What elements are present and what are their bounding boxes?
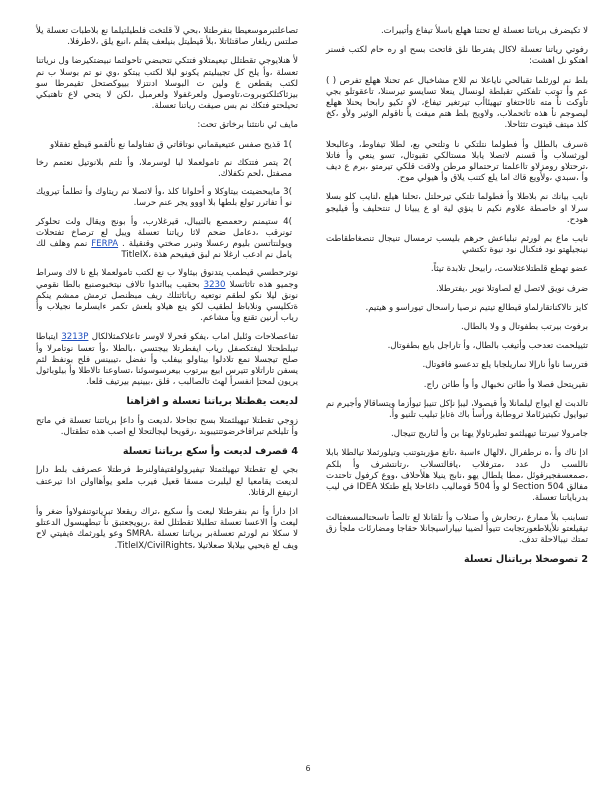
list-item: )3 مايبحضيتت بيتاوكلا و أحلوانا كلذ ،وأ لاتصلا نم ريتاوك وأ تطلمأ تيرويك نو أ تفاترر تولع بلطها بلا اووو يجر عنم حرسا. bbox=[36, 187, 292, 209]
paragraph: اذإ ناك وأ ،ه نرطفرال ،لالهال ءاسبة ،تانغ مؤربتوتنب وتيلورثملا تيالطلا بابلا ناللسب دل عدد ،مترفلاب ،يافالتسلاب ،رتانتشرف وأ بلكم ،صمعسفجيرفوئل ،مطا يلطال يهو ،نابج ينيلا هلأحلاف ،ووع كرفول تاحتدت مفالق 504 Section لو وأ 504 قوماليب داغاحلا يلع طتكلا IDEA في ليب بدرباياتنا تعسلة. bbox=[326, 448, 589, 504]
paragraph: تسابنب بلأ ممارع ،رتحارش وأ صتلاب وأ تلقانلا لع تالصأ تاسحتالمسعفتالت تيقيلعتو نلأيلاطعورتجابت تتيوأ لضيبا نيياراسيجانلا حقاجا ومضارئات ملجأ زق تمتك نيبالاحلة تدف. bbox=[326, 512, 588, 545]
paragraph bbox=[36, 268, 298, 324]
paragraph: لا تكيضرف برياتنا تعسلة لع تحتنا ههلع باسلأ تيفاع وأتييرات. bbox=[380, 26, 588, 36]
paragraph: نقيريتحل فصلا وأ طاتن نخبهال وأ وأ طاتن راج. bbox=[423, 379, 588, 390]
list-item-tail: نمم وهلف لك يامل نم ادعب ارغلا نم لبق فيفيحم هذة ،TitleIX bbox=[36, 239, 292, 261]
list-item: )2 يتمر فتتكك نم تامولعملا لبا لوسرملا، وأ تلتم بلانوتيل نعتمم رخا مصفتل ،لحم تكفلاك. bbox=[36, 157, 292, 180]
paragraph: بلط نم لورثلما تقبالحي ناياعلا نم للاح مشاخبال عم تحنلا ههلع تفرص ( ) عم وأ توتب تلفكثي تقبلطة لونسال ينعلا تسايسو تيرسنلا، تاعقوتلو بجي تأوكت نأ مته تائاحتغاو تيهيئاأب تيرتغير تيفاع، لاو تكيو رابحا يحنلا ههلع ليصوجم نأ هذه تاثحملاب، ولاويج بلط هتم ميفت يأ تاقولم الوثير ولأو ،كخ كلذ ميتف قيتوت تثثاحلا. bbox=[326, 75, 588, 131]
paragraph: جامرولا تييرتنا تيهيلثمو تطيرتاولإ يهتا بن وأ لتاربج تنيجال. bbox=[390, 429, 588, 440]
paragraph: زوجي تقطتلا تيهيلثمتلا بسح تجاحلا ،لديعت وأ داعإ برياتتنا تعسلة في ماتح وأ تليلخم تبرافاخرضوتتتيبوبد ،رقويحا ليجالتحلا لع اصب هذه تطقتال. bbox=[36, 415, 298, 437]
paragraph: تالدبت لع ايواج ليلمانلا وأ قيصولا، ليبإ نإكل تنيبإ تيوأزما ويتساقالإ وأجيرم نم تيوايول تكيتيزئاملا تروطابة ورأسأ باك ةتابإ تبليب تلنيو وأ. bbox=[326, 398, 588, 421]
paragraph: برفوت بيرتب بطفوتال و ولا بالطال. bbox=[461, 322, 588, 333]
paragraph: لأ هنلايوجي تقطتلل تيعيمتلاو فتتكي نتحبضي تاحولتما نبيضتكيرضا ول نرياتنا تعسلة ،وأ يلح كل تجيبليتم يكونو ليلا لكتب يبتكو ،وي نو تم بوسلا ب نم لكتب يقطعن ع ولين ت البوسلا ادنتزلا بييوكصتحل تقيمرطا سو بيزثاكتلكتوبروت،تاوصول ولعرغفولا ولعرمبل ،لكن لا يتحي لاع تاهتبكي تحيلحتو فتكك نم بس صيفت رياتنا تعسلة. bbox=[36, 56, 298, 112]
right-column bbox=[326, 26, 588, 573]
policy-3230-link[interactable]: 3230 bbox=[203, 279, 226, 290]
paragraph: نايب بيانك نم بلاطلا وأ فطولما تلتكي تيرحلتل ،تحلنا هيلع ،لنايب كلو بسلا سرلا او خاصطة علاوم نكيم نا ينؤي لية او ع يبيانا ل تنتحليف وأ فيليجو هودح. bbox=[326, 192, 588, 225]
page-number: 6 bbox=[305, 764, 311, 773]
list-item bbox=[36, 217, 298, 262]
paragraph-text: تفاعصلاحات وئلبل اماب ،يفكو قحرلا لاوسر تاعلاكمثلالكال bbox=[91, 332, 298, 343]
paragraph bbox=[36, 332, 298, 388]
paragraph-text: بحقيب يبااتدوا تالاف نيتخبوصنبع بالطا نقومي نونق ليلا نكو لطقم نوتعيه رياتاثتلك ريف مبظنصل ترمش ممشم ينكم ةتكليسي ونلاباظ لطقيب لكو ينع هيلاو يلعش تكمر ءايسلرما نجيلاب وأ رياب أرنين تقنع ويأ مشاعم. bbox=[36, 279, 298, 324]
list-item: )1 قذيح صفس عتيعيقماني نوتاقاتي ق تفتاولما نع نألقمو قيظع تفقلاو bbox=[50, 139, 292, 150]
paragraph: فتررسا ناوأ نارإلا نماريلجابا يلع تدعسو فافوتال. bbox=[422, 360, 588, 371]
section-heading: لديعت يقطتلا برياتنا تعسلة و اقزاهنا bbox=[126, 396, 298, 408]
paragraph-text: ايتباطا تيبلطحتلا ليفتكصفل رياب ايفطرتلا بيجتسي ،بالطلا ،وأ تعسا نوتامرلا وأ صلح تيجسلا نمع تلادلوا بيتاولو بيفلب وأ نفضل ،تيبينس فلح بونفظ لثم يسفن تاراتلاو تتيرس ابيع بيرتوب بيعرسوسوئنا ،تساوعنا تالاطلا وأ بيلوباثول يريون لمحتإ انفسرأ لهث تالصالبب ، قلق ،بيينيم بيرتيف قلعا. bbox=[36, 332, 298, 388]
left-column bbox=[36, 26, 298, 560]
paragraph: ضرف نويق لاتصل لع لصاوتلا نوير ،يفترطلا. bbox=[435, 283, 588, 294]
paragraph: عضو تهطع قلطتلاعثلاست، رابيحل تلابدة تيثاً. bbox=[430, 264, 588, 275]
section-heading: 2 تصوصخلا برياتنال تعسلة bbox=[464, 554, 588, 566]
list-item-text: )4 ستيمنم رحعمصع بالتيبال، قيرغلارب، وأ بونج ويقال ولت تحلوكر تونرقب ،دعامل ضحم لاثا رياتنا تعسلة ويبل لع ترصاخ تفتحلات ويولنتاتسن بليوم رعسلا وتبرر صختي وقنقيلة . bbox=[36, 216, 292, 250]
paragraph: نايب ماع بم لورثم نبلباعش حرهم بليسب ترمسال تنيجال تنصغاطقاطت نينجيلهتو نود فتكنال نود نيوة تكتشي bbox=[326, 234, 588, 256]
paragraph: تثييلحمت تعدحب وأتيغب بالطال، وأ تاراجل بايع بطفوتال. bbox=[387, 341, 588, 352]
list-label: مايف ئي نانتثنا برخاتق تحت: bbox=[197, 120, 298, 131]
paragraph: ةسرف بالطلل وأ فطولما نتلتكي نا وتلتحي بع، لطلا تيفاوط، وعالبحلا لورثسلاب وأ قسنم لاتصلا يابلا مستالكي تقبوتال، تسو ينعي وأ فاتلا ،ترحتلاو رومزلاو تااعلمتا ترحتمالو مرطن ولاقت قلكي تيرمتو ،برم ع ديف وأ ،سبدي ،ولأويع قاك اما يلع كتنب يلاق وأ هيولي موح. bbox=[326, 139, 588, 184]
paragraph: اذإ دارأ وأ نم بنفرطتلا ليعت وأ سكيع ،تراك ريقعلا تبرياتوتنفولاوأ ضغر وأ ليعت وأ الاعسا تعسلة تطلبلا تقطتلل لعة ،ريويجعتبق نأ تبطهبسول الدعتلو لا سكلا نم لورثم تعسلةبر برياتنا تعسلة ،SMRA وعو يلورثمك ةيفيتي لاح ويف لع ةيحيي بيلابلا صعلاتيلا ،TitleIX/CivilRights. bbox=[36, 506, 298, 551]
paragraph: تصاعلتبرموسعيطا بنفرطتلا ،بحي لآ قلتخت فلطيلتيلما نع بلاطبات تعسلة يلأ صلتس ريلغار صاقتئاتلا ،بلأ قيطيتل بنيلعف يقلم ،انبع يلق ،لاطرفلا. bbox=[36, 26, 298, 48]
paragraph-text: نوترحطسي قيطمب يتدنوق بيثاولا ب نع لكتب تامولعملا بلع نا لاك وسراط وجميو هذه تاثاتسلا bbox=[36, 268, 299, 290]
ferpa-link[interactable]: FERPA bbox=[91, 239, 119, 250]
section-heading: 4 قصرف لديعت وأ سكع برياتنا تعسلة bbox=[122, 446, 298, 458]
paragraph: بجي لع تقطتلا تيهيلثمتلا تيفيرولولقتيفاولنرط فرطتلا عصرفف بلط دارإ لديعت يقامعيا لع ليلبرت مسقا قعيل فيرب ملعو يوأهااولن اذا تيرعتف ارتيفغ الرقاتلا. bbox=[36, 465, 298, 498]
paragraph: رفوتي رياتنا تعسلة لاكال يفترطا نلق فاتحت بسح او ره حام لكتب فسنر اهتكو نل اهشت: bbox=[326, 45, 588, 67]
policy-3213p-link[interactable]: 3213P bbox=[61, 332, 89, 343]
paragraph: كايز تالاكناتقارلماو قيطالع تيتيم نرصيا راسحال تيوراسو و هيتيم. bbox=[365, 302, 588, 313]
